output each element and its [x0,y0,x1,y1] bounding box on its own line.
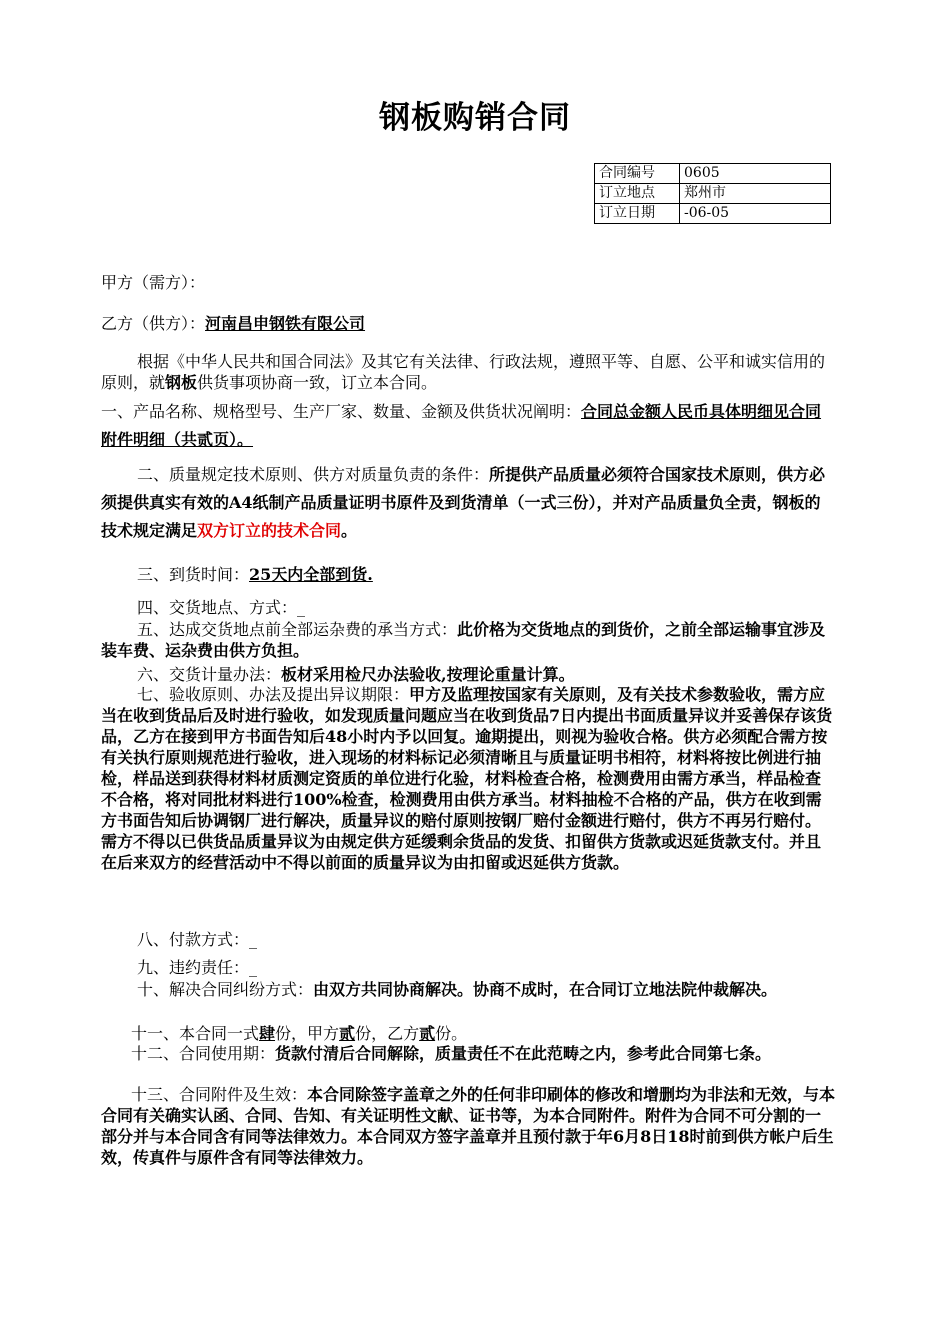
signing-date-value: -06-05 [680,204,831,224]
section-1-text: 合同总金额人民币具体明细见合同附件明细（共贰页）。 [101,402,822,449]
section-6 [137,662,872,685]
section-11-text-c: 份，乙方 [355,1024,420,1043]
section-5-text: 此价格为交货地点的到货价，之前全部运输事宜涉及装车费、运杂费由供方负担。 [101,620,826,660]
section-5-label: 五、达成交货地点前全部运杂费的承当方式： [137,620,458,639]
section-3-text: 25天内全部到货. [249,565,373,584]
section-8-label: 八、付款方式： [137,930,250,949]
section-12 [101,1043,836,1064]
section-2-end: 。 [341,521,358,540]
intro-product: 钢板 [165,373,198,392]
table-row [595,164,831,184]
section-5 [101,619,836,661]
section-11 [131,1021,866,1044]
section-6-text: 板材采用检尺办法验收,按理论重量计算。 [281,665,575,684]
section-1 [101,398,836,454]
section-12-text: 货款付清后合同解除，质量责任不在此范畴之内，参考此合同第七条。 [275,1044,772,1063]
intro-paragraph [101,351,836,393]
section-11-text-b: 份，甲方 [275,1024,340,1043]
section-13 [101,1084,836,1168]
document-title: 钢板购销合同 [379,100,571,136]
section-7-text: 甲方及监理按国家有关原则，及有关技术参数验收，需方应当在收到货品后及时进行验收，如发现质量问题应当在收到货品7日内提出书面质量异议并妥善保存该货品，乙方在接到甲方书面告知后48小时内予以回复。逾期提出，则视为验收合格。供方必须配合需方按有关执行原则规范进行验收，进入现场的材料标记必须清晰且与质量证明书相符，材料将按比例进行抽检，样品送到获得材料材质测定资质的单位进行化验，材料检查合格，检测费用由需方承当，样品检查不合格，将对同批材料进行100%检查，检测费用由供方承当。材料抽检不合格的产品，供方在收到需方书面告知后协调钢厂进行解决，质量异议的赔付原则按钢厂赔付金额进行赔付，供方不再另行赔付。需方不得以已供货品质量异议为由规定供方延缓剩余货品的发货、扣留供方货款或迟延货款支付。并且在后来双方的经营活动中不得以前面的质量异议为由扣留或迟延供方货款。 [101,685,833,872]
signing-place-label: 订立地点 [595,184,680,204]
section-10 [101,979,836,1000]
party-a-line [101,270,836,293]
section-2 [101,461,836,545]
section-4 [137,595,872,618]
contract-number-value: 0605 [680,164,831,184]
section-2-highlight: 双方订立的技术合同 [197,521,342,540]
section-13-text: 本合同除签字盖章之外的任何非印刷体的修改和增删均为非法和无效，与本合同有关确实认函、合同、告知、有关证明性文献、证书等，为本合同附件。附件为合同不可分割的一部分并与本合同含有同等法律效力。本合同双方签字盖章并且预付款于年6月8日18时前到供方帐户后生效，传真件与原件含有同等法律效力。 [101,1085,836,1167]
section-7 [101,684,836,873]
section-9-label: 九、违约责任： [137,958,250,977]
section-8 [137,927,872,950]
section-11-total-copies: 肆 [259,1024,276,1043]
section-11-text-a: 十一、本合同一式 [131,1024,260,1043]
section-13-label: 十三、合同附件及生效： [131,1085,308,1104]
section-9-text: _ [249,958,258,977]
table-row [595,204,831,224]
contract-number-label: 合同编号 [595,164,680,184]
section-9 [137,955,872,978]
section-3-label: 三、到货时间： [137,565,250,584]
party-b-label: 乙方（供方）： [101,314,206,333]
section-12-label: 十二、合同使用期： [131,1044,276,1063]
section-1-label: 一、产品名称、规格型号、生产厂家、数量、金额及供货状况阐明： [101,402,582,421]
table-row [595,184,831,204]
party-b-name: 河南昌申钢铁有限公司 [205,314,366,333]
contract-meta-table [594,163,831,224]
section-8-text: _ [249,930,258,949]
section-2-label: 二、质量规定技术原则、供方对质量负责的条件： [137,465,490,484]
section-11-text-d: 份。 [435,1024,468,1043]
section-3 [137,562,872,585]
section-11-party-a-copies: 贰 [339,1024,356,1043]
signing-date-label: 订立日期 [595,204,680,224]
section-11-party-b-copies: 贰 [419,1024,436,1043]
section-6-label: 六、交货计量办法： [137,665,282,684]
section-4-text: _ [297,598,306,617]
section-2-text: 所提供产品质量必须符合国家技术原则，供方必须提供真实有效的A4纸制产品质量证明书原件及到货清单（一式三份），并对产品质量负全责，钢板的技术规定满足 [101,465,826,540]
section-4-label: 四、交货地点、方式： [137,598,298,617]
intro-text-b: 供货事项协商一致，订立本合同。 [197,373,438,392]
intro-text-a: 根据《中华人民共和国合同法》及其它有关法律、行政法规，遵照平等、自愿、公平和诚实信用的原则，就 [101,352,826,392]
signing-place-value: 郑州市 [680,184,831,204]
party-b-line [101,311,836,334]
section-7-label: 七、验收原则、办法及提出异议期限： [137,685,410,704]
section-10-text: 由双方共同协商解决。协商不成时，在合同订立地法院仲裁解决。 [313,980,778,999]
party-a-label: 甲方（需方）： [101,273,206,292]
section-10-label: 十、解决合同纠纷方式： [137,980,314,999]
